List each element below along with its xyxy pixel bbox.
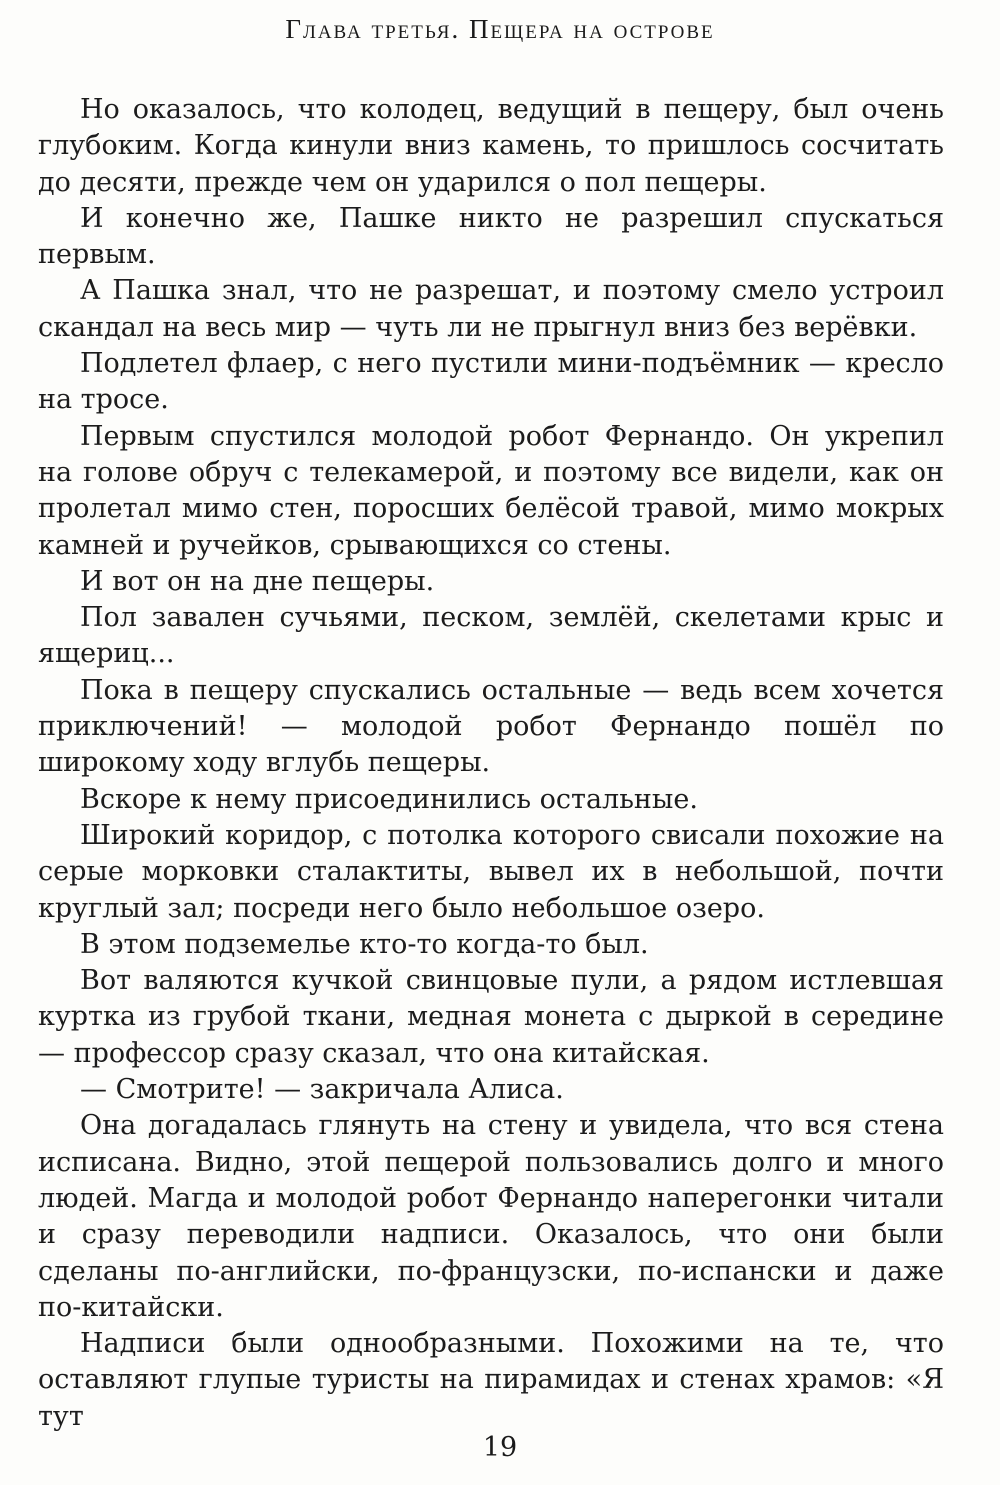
paragraph: Первым спустился молодой робот Фернандо. Он укрепил на голове обруч с телекамерой, и поэтому все видели, как он пролетал мимо стен, поросших белёсой травой, мимо мокрых камней и ручейков, срывающихся со стены.	[38, 420, 944, 561]
page-number: 19	[482, 1432, 518, 1463]
paragraph: — Смотрите! — закричала Алиса.	[80, 1074, 564, 1106]
paragraph: Она догадалась глянуть на стену и увидела, что вся стена исписана. Видно, этой пещерой пользовались долго и много людей. Магда и молодой робот Фернандо наперегонки читали и сразу переводили надписи. Оказалось, что они были сделаны по-английски, по-французски, по-испански и даже по-китайски.	[38, 1110, 944, 1323]
paragraph: А Пашка знал, что не разрешат, и поэтому смело устроил скандал на весь мир — чуть ли не прыгнул вниз без верёвки.	[38, 275, 944, 343]
paragraph: Пол завален сучьями, песком, землёй, скелетами крыс и ящериц...	[38, 602, 944, 670]
body-text	[38, 92, 944, 1435]
paragraph: Широкий коридор, с потолка которого свисали похожие на серые морковки сталактиты, вывел их в небольшой, почти круглый зал; посреди него было небольшое озеро.	[38, 819, 944, 924]
paragraph: Подлетел флаер, с него пустили мини-подъёмник — кресло на тросе.	[38, 348, 944, 416]
paragraph: И вот он на дне пещеры.	[80, 565, 435, 597]
running-head-title: Глава третья. Пещера на острове	[285, 14, 715, 44]
paragraph: Вскоре к нему присоединились остальные.	[80, 783, 698, 815]
paragraph: В этом подземелье кто-то когда-то был.	[80, 928, 649, 960]
paragraph: Пока в пещеру спускались остальные — ведь всем хочется приключений! — молодой робот Фернандо пошёл по широкому ходу вглубь пещеры.	[38, 674, 944, 779]
paragraph: Надписи были однообразными. Похожими на те, что оставляют глупые туристы на пирамидах и стенах храмов: «Я тут	[38, 1328, 944, 1432]
paragraph: И конечно же, Пашке никто не разрешил спускаться первым.	[38, 202, 944, 271]
paragraph: Но оказалось, что колодец, ведущий в пещеру, был очень глубоким. Когда кинули вниз камень, то пришлось сосчитать до десяти, прежде чем он ударился о пол пещеры.	[38, 94, 944, 198]
paragraph: Вот валяются кучкой свинцовые пули, а рядом истлевшая куртка из грубой ткани, медная монета с дыркой в середине — профессор сразу сказал, что она китайская.	[38, 965, 944, 1069]
